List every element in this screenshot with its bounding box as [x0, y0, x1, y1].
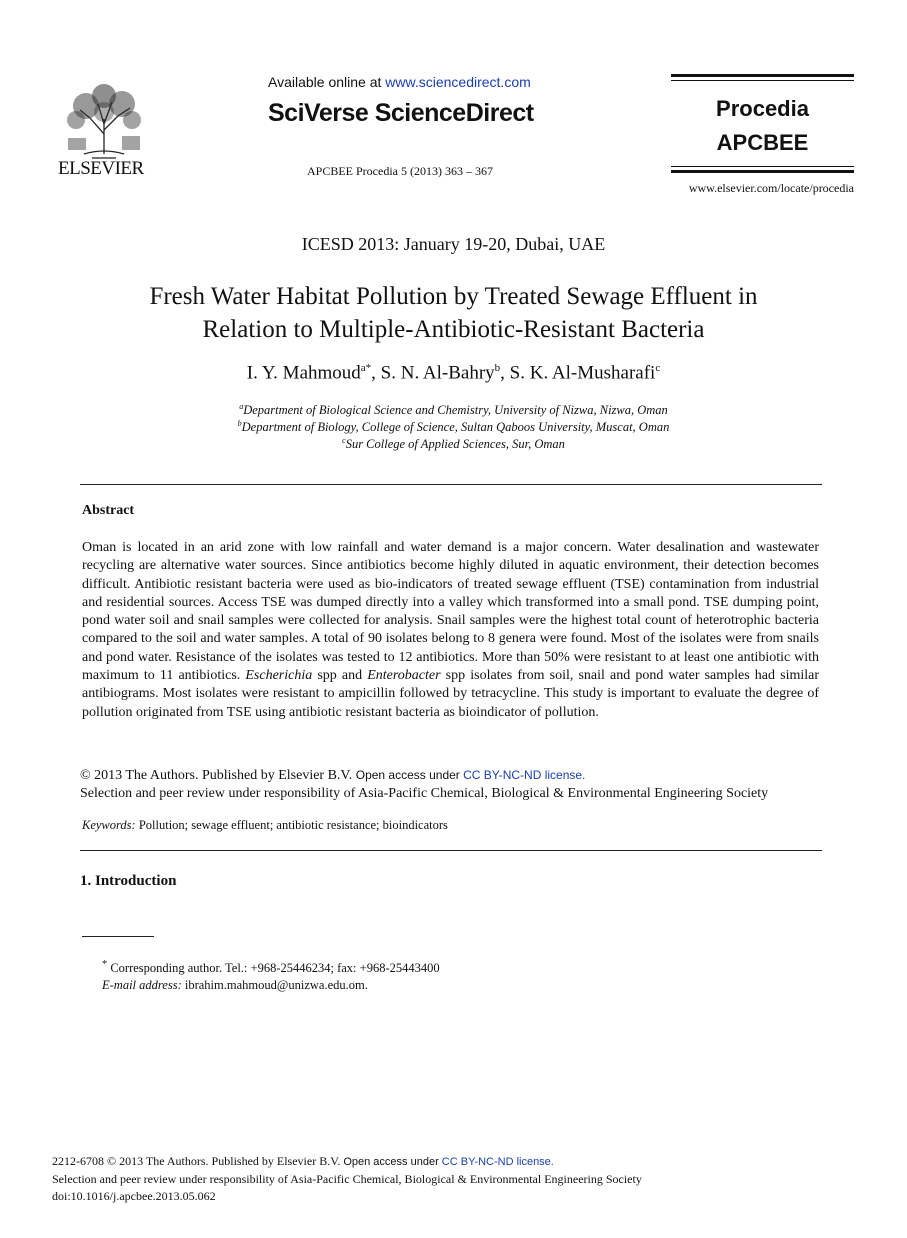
footnote-corresponding — [102, 959, 440, 976]
author-name: S. N. Al-Bahry — [380, 362, 495, 384]
keywords-line — [82, 818, 448, 833]
open-access-text: Open access under — [355, 768, 464, 782]
journal-box-rule-bottom — [671, 170, 854, 173]
title-line-2: Relation to Multiple-Antibiotic-Resistant Bacteria — [202, 316, 705, 343]
abstract-text: Oman is located in an arid zone with low rainfall and water demand is a major concern. Water desalination and wastewater recycling are alternative water sources. Since antibiotics become highly diluted in aquatic environment, their detection becomes difficult. Antibiotic resistant bacteria were used as bio-indicators of treated sewage effluent (TSE) contamination from industrial and residential sources. Access TSE was dumped directly into a valley which transformed into a small pond. TSE dumping point, pond water soil and snail samples were collected for analysis. Snail samples were the highest total count of heterotrophic bacteria compared to the soil and water samples. A total of 90 isolates belong to 8 genera were found. Most of the isolates were from snails and pond water. Resistance of the isolates was tested to 12 antibiotics. More than 50% were resistant to at least one antibiotic with maximum to 11 antibiotics. — [82, 540, 819, 684]
issn-copyright-text: 2212-6708 © 2013 The Authors. Published by Elsevier B.V. — [52, 1154, 344, 1168]
affiliation-a — [0, 402, 907, 418]
available-online-line — [268, 74, 531, 90]
peer-review-line: Selection and peer review under responsibility of Asia-Pacific Chemical, Biological & Environmental Engineering Society — [52, 1172, 642, 1186]
sciverse-sciencedirect-logo: SciVerse ScienceDirect — [268, 99, 534, 127]
abstract-text: spp isolates from soil, snail and pond water samples had similar antibiograms. Most isolates were resistant to ampicillin followed by tetracycline. This study is important to evaluate the degree of pollution originated from TSE using antibiotic resistant bacteria as bioindicator of pollution. — [82, 668, 820, 720]
affiliation-text: Sur College of Applied Sciences, Sur, Oman — [345, 437, 565, 452]
title-line-1: Fresh Water Habitat Pollution by Treated Sewage Effluent in — [149, 283, 758, 310]
journal-box-rule-bottom-thin — [671, 166, 854, 167]
author-list — [0, 362, 907, 384]
author-superscript: c — [655, 362, 661, 374]
journal-name — [671, 92, 854, 160]
available-online-text: Available online at — [268, 74, 386, 90]
keywords-label: Keywords: — [82, 818, 136, 832]
footnote-text: Corresponding author. Tel.: +968-25446234; fax: +968-25443400 — [107, 961, 440, 976]
genus-escherichia: Escherichia — [245, 668, 313, 684]
journal-name-line1: Procedia — [716, 96, 809, 121]
copyright-line — [80, 766, 768, 785]
peer-review-line: Selection and peer review under responsibility of Asia-Pacific Chemical, Biological & Environmental Engineering Society — [80, 786, 769, 801]
author-superscript: b — [494, 362, 501, 374]
footnote-rule — [82, 936, 154, 937]
affiliation-marker: c — [342, 436, 346, 445]
bottom-imprint — [52, 1153, 642, 1205]
copyright-text: © 2013 The Authors. Published by Elsevier B.V. — [80, 768, 356, 783]
copyright-block — [80, 766, 768, 803]
email-address[interactable]: ibrahim.mahmoud@unizwa.edu.om. — [181, 978, 368, 992]
affiliation-text: Department of Biology, College of Science, Sultan Qaboos University, Muscat, Oman — [241, 420, 670, 435]
affiliation-c — [0, 436, 907, 452]
license-link[interactable]: CC BY-NC-ND license. — [463, 768, 586, 782]
affiliation-marker: b — [237, 419, 242, 428]
author-separator: , — [371, 362, 381, 384]
elsevier-wordmark: ELSEVIER — [58, 158, 144, 179]
author-name: S. K. Al-Musharafi — [509, 362, 656, 384]
email-label: E-mail address: — [102, 978, 182, 992]
footnote-marker: * — [102, 959, 108, 970]
abstract-bottom-rule — [80, 850, 822, 851]
abstract-body — [82, 539, 819, 722]
footnote-email — [102, 978, 368, 993]
issn-line — [52, 1153, 642, 1171]
affiliation-b — [0, 419, 907, 435]
author-separator: , — [500, 362, 510, 384]
license-link[interactable]: CC BY-NC-ND license. — [441, 1156, 554, 1168]
abstract-top-rule — [80, 484, 822, 485]
conference-line: ICESD 2013: January 19-20, Dubai, UAE — [301, 234, 606, 254]
doi-line[interactable]: doi:10.1016/j.apcbee.2013.05.062 — [52, 1189, 216, 1203]
abstract-heading: Abstract — [82, 503, 135, 518]
journal-url[interactable]: www.elsevier.com/locate/procedia — [688, 181, 854, 195]
abstract-text: spp and — [312, 668, 368, 684]
open-access-text: Open access under — [343, 1156, 442, 1168]
journal-reference: APCBEE Procedia 5 (2013) 363 – 367 — [307, 164, 493, 178]
journal-box-rule-top-thin — [671, 80, 854, 81]
author-superscript: a* — [360, 362, 372, 374]
keywords-values: Pollution; sewage effluent; antibiotic resistance; bioindicators — [135, 818, 448, 832]
affiliation-text: Department of Biological Science and Chemistry, University of Nizwa, Nizwa, Oman — [243, 403, 668, 418]
journal-box-rule-top — [671, 74, 854, 77]
genus-enterobacter: Enterobacter — [367, 668, 441, 684]
author-name: I. Y. Mahmoud — [246, 362, 361, 384]
sciencedirect-link[interactable]: www.sciencedirect.com — [385, 74, 531, 90]
affiliation-marker: a — [239, 402, 244, 411]
journal-name-line2: APCBEE — [716, 130, 809, 155]
section-heading-introduction: 1. Introduction — [80, 873, 177, 889]
paper-title — [80, 280, 827, 346]
